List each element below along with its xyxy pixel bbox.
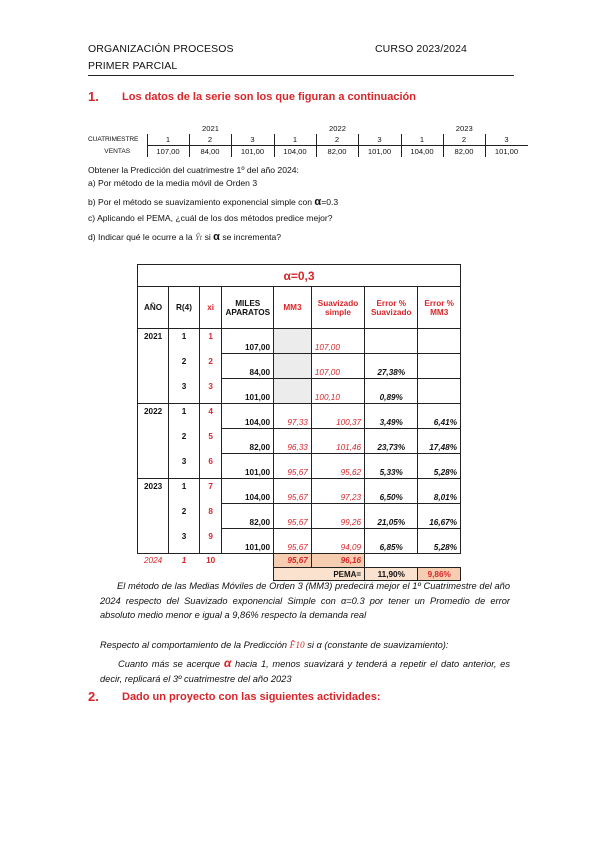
series-label-cuatrimestre: CUATRIMESTRE bbox=[88, 136, 139, 144]
section-2-title: Dado un proyecto con las siguientes actividades: bbox=[122, 691, 381, 703]
section-2-number: 2. bbox=[88, 689, 99, 704]
series-sale-value: 82,00 bbox=[443, 146, 485, 158]
series-sale-value: 101,00 bbox=[485, 146, 528, 158]
cell-err-mm3: 6,41% bbox=[418, 404, 461, 429]
series-quarter: 2 bbox=[189, 134, 231, 146]
question-c: c) Aplicando el PEMA, ¿cuál de los dos métodos predice mejor? bbox=[88, 213, 333, 223]
question-d-end: se incrementa? bbox=[219, 232, 282, 242]
cell-xi: 2 bbox=[199, 354, 222, 379]
table-row bbox=[138, 404, 461, 429]
cell-r: 1 bbox=[169, 479, 200, 504]
cell-xi: 5 bbox=[199, 429, 222, 454]
cell-err-mm3 bbox=[418, 329, 461, 354]
cell-suav: 107,00 bbox=[311, 354, 364, 379]
cell-err-suav: 23,73% bbox=[365, 429, 418, 454]
series-label-ventas: VENTAS bbox=[104, 147, 131, 155]
forecast-mm3: 95,67 bbox=[274, 554, 312, 568]
conclusion-p3-end: hacia 1, menos suavizará y tenderá a repetir el dato anterior, es decir, replicará el 3º cuatrimestre del año 2023 bbox=[100, 659, 510, 684]
series-quarters-row bbox=[88, 134, 528, 146]
cell-r: 2 bbox=[169, 429, 200, 454]
conclusion-p2-text: Respecto al comportamiento de la Predicción bbox=[100, 640, 290, 650]
cell-year bbox=[138, 379, 169, 404]
cell-mm3 bbox=[274, 354, 312, 379]
series-quarter: 3 bbox=[485, 134, 528, 146]
header-divider bbox=[88, 75, 514, 76]
cell-miles: 107,00 bbox=[222, 329, 274, 354]
y-hat-symbol: Ŷt bbox=[195, 232, 203, 242]
question-b-text: b) Por el método se suavizamiento exponencial simple con bbox=[88, 197, 315, 207]
pema-mm3: 9,86% bbox=[418, 568, 461, 581]
cell-suav: 100,10 bbox=[311, 379, 364, 404]
forecast-year: 2024 bbox=[143, 556, 163, 566]
cell-xi: 6 bbox=[199, 454, 222, 479]
table-row bbox=[138, 354, 461, 379]
conclusion-paragraph-3 bbox=[100, 656, 510, 686]
cell-year: 2021 bbox=[138, 329, 169, 354]
table-row bbox=[138, 379, 461, 404]
cell-err-suav: 27,38% bbox=[365, 354, 418, 379]
cell-mm3: 97,33 bbox=[274, 404, 312, 429]
cell-year bbox=[138, 529, 169, 554]
question-d-text: d) Indicar qué le ocurre a la bbox=[88, 232, 196, 242]
cell-miles: 101,00 bbox=[222, 454, 274, 479]
series-year-2022: 2022 bbox=[329, 124, 346, 133]
conclusion-p3-text: Cuanto más se acerque bbox=[118, 659, 224, 669]
cell-err-suav: 3,49% bbox=[365, 404, 418, 429]
alpha-symbol: α bbox=[314, 196, 322, 208]
series-sale-value: 101,00 bbox=[358, 146, 401, 158]
col-header-r4: R(4) bbox=[169, 287, 200, 329]
alpha-symbol: α bbox=[223, 656, 232, 670]
cell-err-suav: 21,05% bbox=[365, 504, 418, 529]
cell-miles: 84,00 bbox=[222, 354, 274, 379]
series-sale-value: 104,00 bbox=[274, 146, 316, 158]
conclusion-paragraph-2 bbox=[100, 638, 510, 654]
series-year-2023: 2023 bbox=[455, 124, 473, 133]
alpha-label: α=0,3 bbox=[283, 268, 315, 283]
cell-err-mm3: 5,28% bbox=[418, 454, 461, 479]
cell-err-suav bbox=[365, 329, 418, 354]
course-subject: ORGANIZACIÓN PROCESOS bbox=[88, 43, 234, 55]
cell-mm3 bbox=[274, 379, 312, 404]
series-sale-value: 107,00 bbox=[147, 146, 189, 158]
col-header-error-suavizado: Error % Suavizado bbox=[365, 287, 418, 329]
question-intro: Obtener la Predicción del cuatrimestre 1º del año 2024: bbox=[88, 165, 299, 175]
alpha-symbol: α bbox=[213, 231, 220, 243]
cell-year bbox=[138, 429, 169, 454]
table-row bbox=[138, 429, 461, 454]
cell-mm3: 95,67 bbox=[274, 529, 312, 554]
cell-suav: 100,37 bbox=[311, 404, 364, 429]
forecast-xi: 10 bbox=[206, 556, 216, 566]
f-hat-symbol: F̂10 bbox=[289, 641, 305, 651]
cell-suav: 101,46 bbox=[311, 429, 364, 454]
cell-xi: 3 bbox=[199, 379, 222, 404]
cell-r: 3 bbox=[169, 379, 200, 404]
cell-miles: 82,00 bbox=[222, 504, 274, 529]
col-header-year: AÑO bbox=[138, 287, 169, 329]
cell-xi: 1 bbox=[199, 329, 222, 354]
col-header-xi: xi bbox=[199, 287, 222, 329]
cell-err-mm3 bbox=[418, 379, 461, 404]
table-row bbox=[138, 454, 461, 479]
question-d-mid: si bbox=[202, 232, 214, 242]
forecast-r4: 1 bbox=[181, 556, 187, 566]
series-sales-row bbox=[88, 146, 528, 158]
cell-err-mm3: 16,67% bbox=[418, 504, 461, 529]
series-quarter: 2 bbox=[316, 134, 358, 146]
cell-r: 2 bbox=[169, 504, 200, 529]
cell-r: 3 bbox=[169, 529, 200, 554]
col-header-mm3: MM3 bbox=[274, 287, 312, 329]
col-header-suavizado: Suavizado simple bbox=[311, 287, 364, 329]
table-row bbox=[138, 529, 461, 554]
cell-r: 1 bbox=[169, 404, 200, 429]
table-row bbox=[138, 504, 461, 529]
series-sale-value: 84,00 bbox=[189, 146, 231, 158]
series-year-2021: 2021 bbox=[202, 124, 219, 133]
cell-miles: 82,00 bbox=[222, 429, 274, 454]
series-table bbox=[88, 123, 528, 157]
cell-suav: 97,23 bbox=[311, 479, 364, 504]
cell-err-mm3: 17,48% bbox=[418, 429, 461, 454]
cell-year bbox=[138, 454, 169, 479]
cell-suav: 94,09 bbox=[311, 529, 364, 554]
cell-suav: 107,00 bbox=[311, 329, 364, 354]
series-quarter: 2 bbox=[443, 134, 485, 146]
cell-year bbox=[138, 354, 169, 379]
cell-err-suav: 5,33% bbox=[365, 454, 418, 479]
cell-xi: 4 bbox=[199, 404, 222, 429]
results-table bbox=[137, 264, 461, 581]
cell-xi: 8 bbox=[199, 504, 222, 529]
cell-miles: 101,00 bbox=[222, 379, 274, 404]
exam-title: PRIMER PARCIAL bbox=[88, 60, 178, 72]
pema-label: PEMA= bbox=[274, 568, 365, 581]
cell-xi: 7 bbox=[199, 479, 222, 504]
cell-err-suav: 6,50% bbox=[365, 479, 418, 504]
cell-miles: 104,00 bbox=[222, 479, 274, 504]
cell-xi: 9 bbox=[199, 529, 222, 554]
series-years-row bbox=[88, 123, 528, 134]
pema-suavizado: 11,90% bbox=[365, 568, 418, 581]
question-b-value: =0.3 bbox=[321, 197, 339, 207]
question-b bbox=[88, 196, 338, 208]
cell-err-mm3 bbox=[418, 354, 461, 379]
results-body bbox=[138, 329, 461, 554]
col-header-miles: MILES APARATOS bbox=[222, 287, 274, 329]
conclusion-paragraph-1: El método de las Medias Móviles de Orden 3 (MM3) predecirá mejor el 1º Cuatrimestre del año 2024 respecto del Suavizado exponencial Simple con α=0.3 por tener un Promedio de error absoluto medio menor e igual a 9,86% respecto la demanda real bbox=[100, 581, 510, 620]
cell-suav: 99,26 bbox=[311, 504, 364, 529]
course-year: CURSO 2023/2024 bbox=[375, 43, 467, 55]
table-row bbox=[138, 479, 461, 504]
series-quarter: 1 bbox=[274, 134, 316, 146]
cell-r: 3 bbox=[169, 454, 200, 479]
cell-err-mm3: 5,28% bbox=[418, 529, 461, 554]
cell-year: 2023 bbox=[138, 479, 169, 504]
cell-year: 2022 bbox=[138, 404, 169, 429]
cell-suav: 95,62 bbox=[311, 454, 364, 479]
section-1-number: 1. bbox=[88, 89, 99, 104]
cell-miles: 101,00 bbox=[222, 529, 274, 554]
cell-mm3: 95,67 bbox=[274, 504, 312, 529]
series-quarter: 1 bbox=[147, 134, 189, 146]
series-sale-value: 82,00 bbox=[316, 146, 358, 158]
cell-r: 1 bbox=[169, 329, 200, 354]
section-1-title: Los datos de la serie son los que figuran a continuación bbox=[122, 91, 416, 103]
question-d bbox=[88, 231, 281, 243]
col-header-error-mm3: Error % MM3 bbox=[418, 287, 461, 329]
cell-mm3: 95,67 bbox=[274, 479, 312, 504]
alpha-value-header bbox=[138, 265, 461, 287]
cell-miles: 104,00 bbox=[222, 404, 274, 429]
cell-err-suav: 0,89% bbox=[365, 379, 418, 404]
forecast-suavizado: 96,16 bbox=[311, 554, 364, 568]
cell-mm3 bbox=[274, 329, 312, 354]
question-a: a) Por método de la media móvil de Orden 3 bbox=[88, 178, 258, 188]
cell-r: 2 bbox=[169, 354, 200, 379]
cell-mm3: 95,67 bbox=[274, 454, 312, 479]
series-quarter: 1 bbox=[401, 134, 443, 146]
series-quarter: 3 bbox=[358, 134, 401, 146]
cell-mm3: 96,33 bbox=[274, 429, 312, 454]
series-sale-value: 101,00 bbox=[231, 146, 274, 158]
series-sale-value: 104,00 bbox=[401, 146, 443, 158]
conclusion-p2-end: si α (constante de suavizamiento): bbox=[304, 640, 449, 650]
table-row bbox=[138, 329, 461, 354]
cell-err-suav: 6,85% bbox=[365, 529, 418, 554]
cell-err-mm3: 8,01% bbox=[418, 479, 461, 504]
series-quarter: 3 bbox=[231, 134, 274, 146]
cell-year bbox=[138, 504, 169, 529]
